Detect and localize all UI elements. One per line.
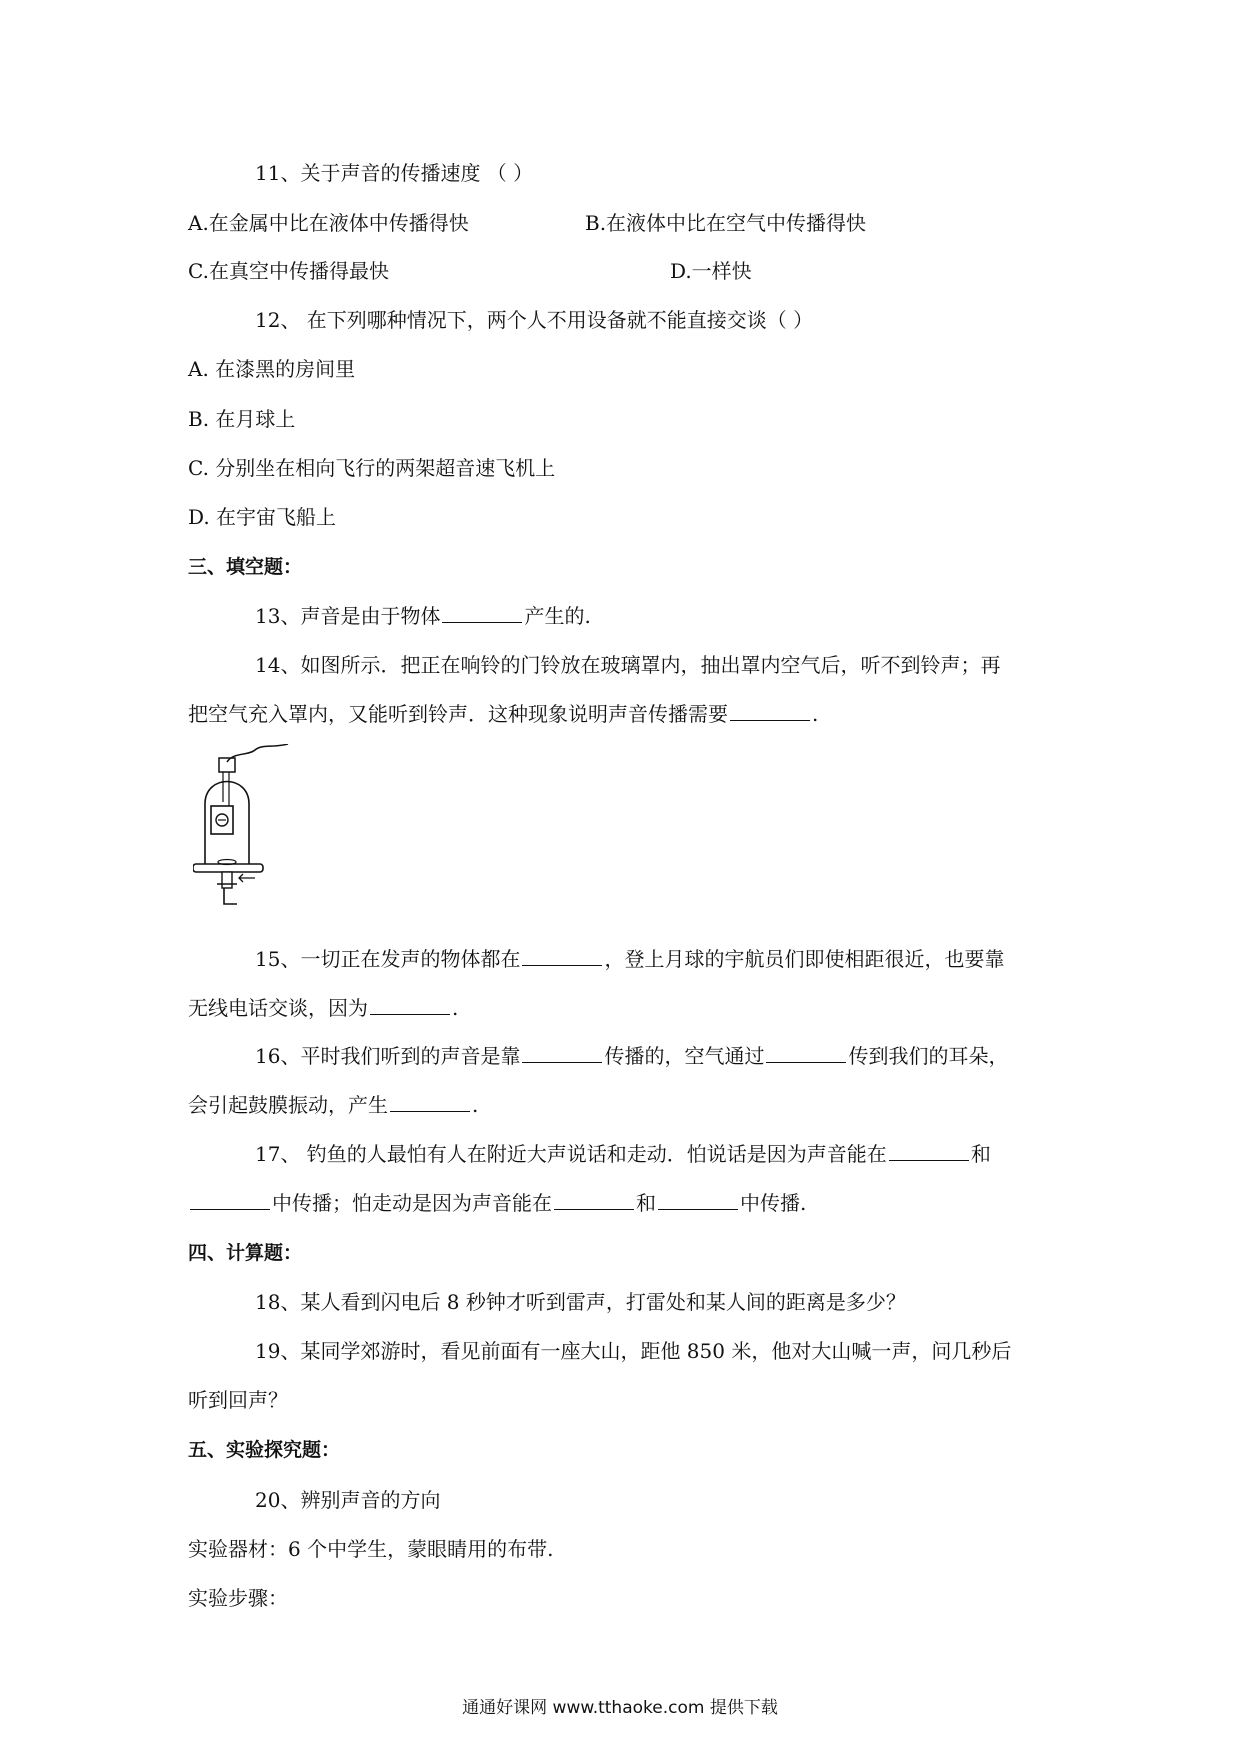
q16-text-1: 16、平时我们听到的声音是靠 — [255, 1044, 521, 1068]
section-heading-experiment: 五、实验探究题： — [188, 1439, 341, 1461]
q14-blank — [730, 702, 810, 721]
q20-steps: 实验步骤： — [188, 1586, 288, 1610]
q17-line-2 — [188, 1189, 806, 1217]
q15-text-1: 15、一切正在发声的物体都在 — [255, 947, 521, 971]
q12-option-b: B. 在月球上 — [188, 407, 296, 431]
outlet-pipe — [224, 888, 237, 904]
q16-text-4: 会引起鼓膜振动，产生 — [188, 1093, 388, 1117]
q17-blank-1 — [889, 1142, 969, 1161]
q15-end: . — [452, 996, 459, 1020]
q15-line-2 — [188, 994, 458, 1022]
q11-stem: 11、关于声音的传播速度 （ ） — [255, 161, 534, 185]
base-plate — [193, 864, 263, 872]
q14-text: 把空气充入罩内，又能听到铃声．这种现象说明声音传播需要 — [188, 702, 728, 726]
pump-stem — [222, 872, 232, 888]
stopper — [219, 758, 235, 772]
q17-blank-3 — [554, 1191, 634, 1210]
q17-blank-4 — [658, 1191, 738, 1210]
q16-end: . — [472, 1093, 479, 1117]
q12-option-c: C. 分别坐在相向飞行的两架超音速飞机上 — [188, 456, 556, 480]
q15-blank-2 — [370, 996, 450, 1015]
q19-line-1: 19、某同学郊游时，看见前面有一座大山，距他 850 米，他对大山喊一声，问几秒后 — [255, 1339, 1012, 1363]
section-heading-fill-in: 三、填空题： — [188, 556, 303, 578]
q17-text-2: 和 — [970, 1142, 991, 1166]
q16-blank-3 — [390, 1093, 470, 1112]
q17-blank-2 — [190, 1191, 270, 1210]
q15-line-1 — [255, 945, 1004, 973]
q20-materials: 实验器材：6 个中学生，蒙眼睛用的布带. — [188, 1537, 554, 1561]
arrow-icon — [239, 874, 255, 882]
q14-end: . — [812, 702, 819, 726]
q13-text-2: 产生的. — [524, 604, 591, 628]
q11-option-d: D.一样快 — [670, 259, 752, 283]
bell-jar-figure — [193, 744, 293, 922]
q17-line-1 — [255, 1140, 991, 1168]
q11-option-b: B.在液体中比在空气中传播得快 — [585, 211, 867, 235]
q12-stem: 12、 在下列哪种情况下，两个人不用设备就不能直接交谈（ ） — [255, 308, 814, 332]
q11-option-a: A.在金属中比在液体中传播得快 — [188, 211, 469, 235]
q12-option-d: D. 在宇宙飞船上 — [188, 505, 337, 529]
q20-title: 20、辨别声音的方向 — [255, 1488, 441, 1512]
q19-line-2: 听到回声？ — [188, 1388, 288, 1412]
q16-blank-1 — [522, 1044, 602, 1063]
q16-text-3: 传到我们的耳朵， — [848, 1044, 1009, 1068]
q15-blank-1 — [522, 947, 602, 966]
q16-line-2 — [188, 1091, 478, 1119]
q15-text-2: ，登上月球的宇航员们即使相距很近，也要靠 — [604, 947, 1005, 971]
q14-line-2 — [188, 700, 818, 728]
q17-text-1: 17、 钓鱼的人最怕有人在附近大声说话和走动．怕说话是因为声音能在 — [255, 1142, 887, 1166]
q13-text-1: 13、声音是由于物体 — [255, 604, 441, 628]
q14-line-1: 14、如图所示．把正在响铃的门铃放在玻璃罩内，抽出罩内空气后，听不到铃声；再 — [255, 653, 1001, 677]
q16-text-2: 传播的，空气通过 — [604, 1044, 765, 1068]
q17-text-3: 中传播；怕走动是因为声音能在 — [272, 1191, 552, 1215]
q13-blank — [442, 604, 522, 623]
q11-option-c: C.在真空中传播得最快 — [188, 259, 389, 283]
section-heading-calculation: 四、计算题： — [188, 1242, 303, 1264]
wire-line — [227, 744, 288, 762]
q16-line-1 — [255, 1042, 1008, 1070]
q16-blank-2 — [766, 1044, 846, 1063]
q17-text-5: 中传播. — [740, 1191, 807, 1215]
q15-text-3: 无线电话交谈，因为 — [188, 996, 368, 1020]
q18: 18、某人看到闪电后 8 秒钟才听到雷声，打雷处和某人间的距离是多少？ — [255, 1290, 906, 1314]
page-footer: 通通好课网 www.tthaoke.com 提供下载 — [462, 1698, 778, 1718]
q17-text-4: 和 — [636, 1191, 656, 1215]
q12-option-a: A. 在漆黑的房间里 — [188, 357, 356, 381]
q13 — [255, 602, 591, 630]
